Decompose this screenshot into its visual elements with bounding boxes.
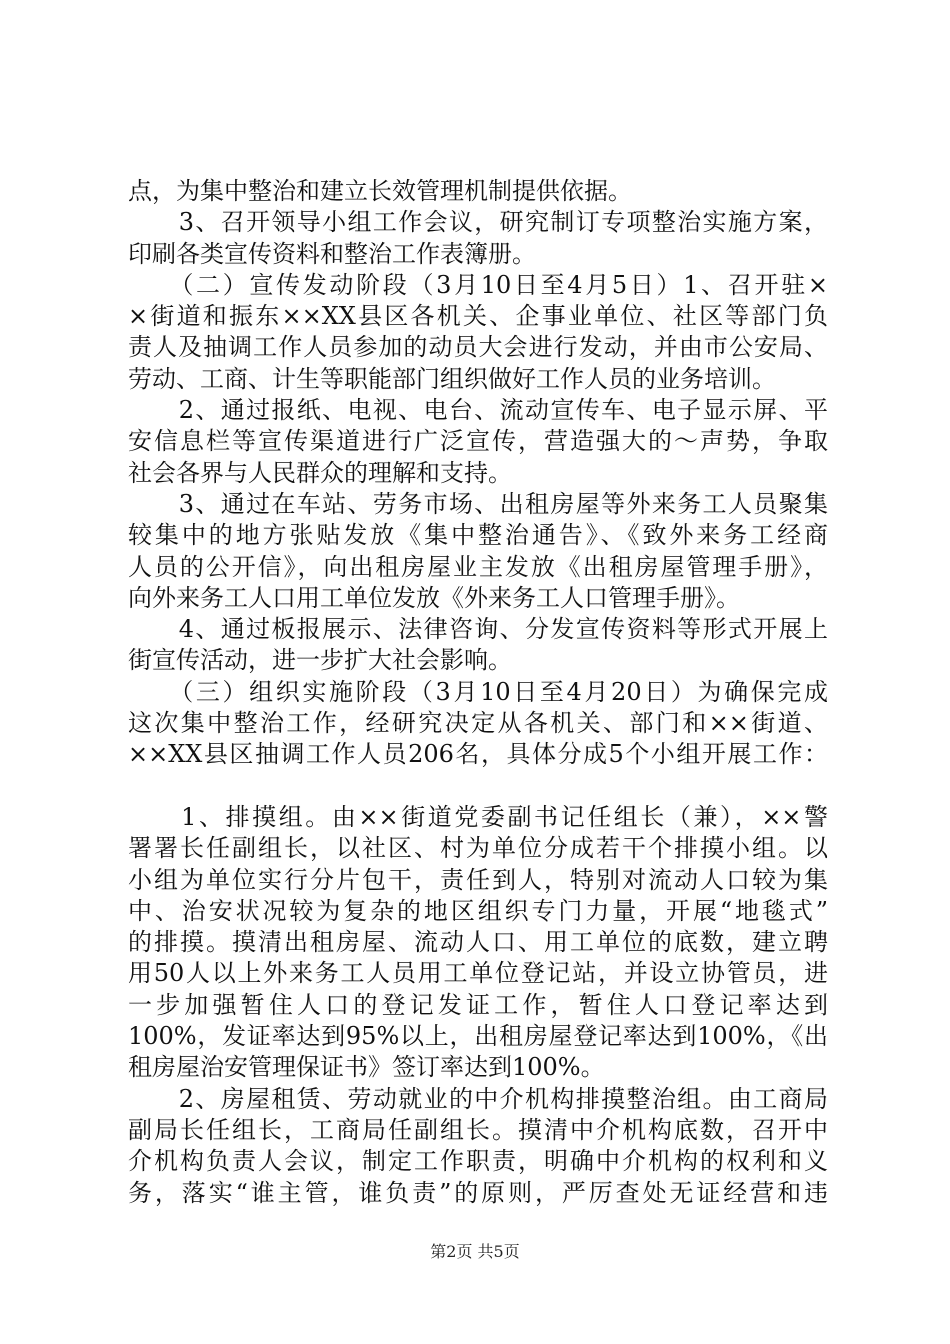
text-line: 署署长任副组长，以社区、村为单位分成若干个排摸小组。以 — [128, 834, 828, 863]
text-line: 小组为单位实行分片包干，责任到人，特别对流动人口较为集 — [128, 865, 828, 894]
text-line: 点，为集中整治和建立长效管理机制提供依据。 — [128, 177, 632, 205]
text-line: ×街道和振东××XX县区各机关、企事业单位、社区等部门负 — [128, 302, 828, 331]
text-line: 介机构负责人会议，制定工作职责，明确中介机构的权利和义 — [128, 1147, 828, 1176]
text-line: 向外来务工人口用工单位发放《外来务工人口管理手册》。 — [128, 583, 740, 612]
text-line: 务，落实“谁主管，谁负责”的原则，严厉查处无证经营和违 — [128, 1178, 828, 1207]
text-line: 责人及抽调工作人员参加的动员大会进行发动，并由市公安局、 — [128, 333, 828, 362]
body-text — [128, 176, 828, 1209]
text-line: 2、通过报纸、电视、电台、流动宣传车、电子显示屏、平 — [128, 396, 828, 425]
text-line: 租房屋治安管理保证书》签订率达到100%。 — [128, 1053, 605, 1082]
text-line: 人员的公开信》，向出租房屋业主发放《出租房屋管理手册》， — [128, 552, 828, 581]
text-line: （二）宣传发动阶段（3月10日至4月5日）1、召开驻× — [128, 270, 828, 299]
text-line: 中、治安状况较为复杂的地区组织专门力量，开展“地毯式” — [128, 896, 828, 925]
text-line: 4、通过板报展示、法律咨询、分发宣传资料等形式开展上 — [128, 615, 828, 644]
text-line: 较集中的地方张贴发放《集中整治通告》、《致外来务工经商 — [128, 521, 828, 550]
text-line: 100%，发证率达到95%以上，出租房屋登记率达到100%，《出 — [128, 1022, 828, 1051]
text-line: （三）组织实施阶段（3月10日至4月20日）为确保完成 — [128, 677, 828, 706]
text-line: 副局长任组长，工商局任副组长。摸清中介机构底数，召开中 — [128, 1115, 828, 1144]
text-line: 一步加强暂住人口的登记发证工作，暂住人口登记率达到 — [128, 990, 828, 1019]
text-line: 劳动、工商、计生等职能部门组织做好工作人员的业务培训。 — [128, 364, 776, 393]
text-line: 这次集中整治工作，经研究决定从各机关、部门和××街道、 — [128, 709, 828, 738]
text-line: 街宣传活动，进一步扩大社会影响。 — [128, 646, 512, 675]
text-line: 印刷各类宣传资料和整治工作表簿册。 — [128, 239, 536, 268]
page-number: 第2页 共5页 — [430, 1242, 520, 1261]
text-line: 的排摸。摸清出租房屋、流动人口、用工单位的底数，建立聘 — [128, 928, 828, 957]
text-line: 1、排摸组。由××街道党委副书记任组长（兼），××警 — [128, 802, 828, 831]
text-line: 3、通过在车站、劳务市场、出租房屋等外来务工人员聚集 — [128, 489, 828, 518]
paragraph-gap — [128, 771, 828, 802]
text-line: 安信息栏等宣传渠道进行广泛宣传，营造强大的～声势，争取 — [128, 427, 828, 456]
text-line: 3、召开领导小组工作会议，研究制订专项整治实施方案， — [128, 208, 828, 237]
text-line: 用50人以上外来务工人员用工单位登记站，并设立协管员，进 — [128, 959, 828, 988]
text-line: 2、房屋租赁、劳动就业的中介机构排摸整治组。由工商局 — [128, 1084, 828, 1113]
text-line: 社会各界与人民群众的理解和支持。 — [128, 458, 512, 487]
text-line: ××XX县区抽调工作人员206名，具体分成5个小组开展工作： — [128, 740, 828, 769]
